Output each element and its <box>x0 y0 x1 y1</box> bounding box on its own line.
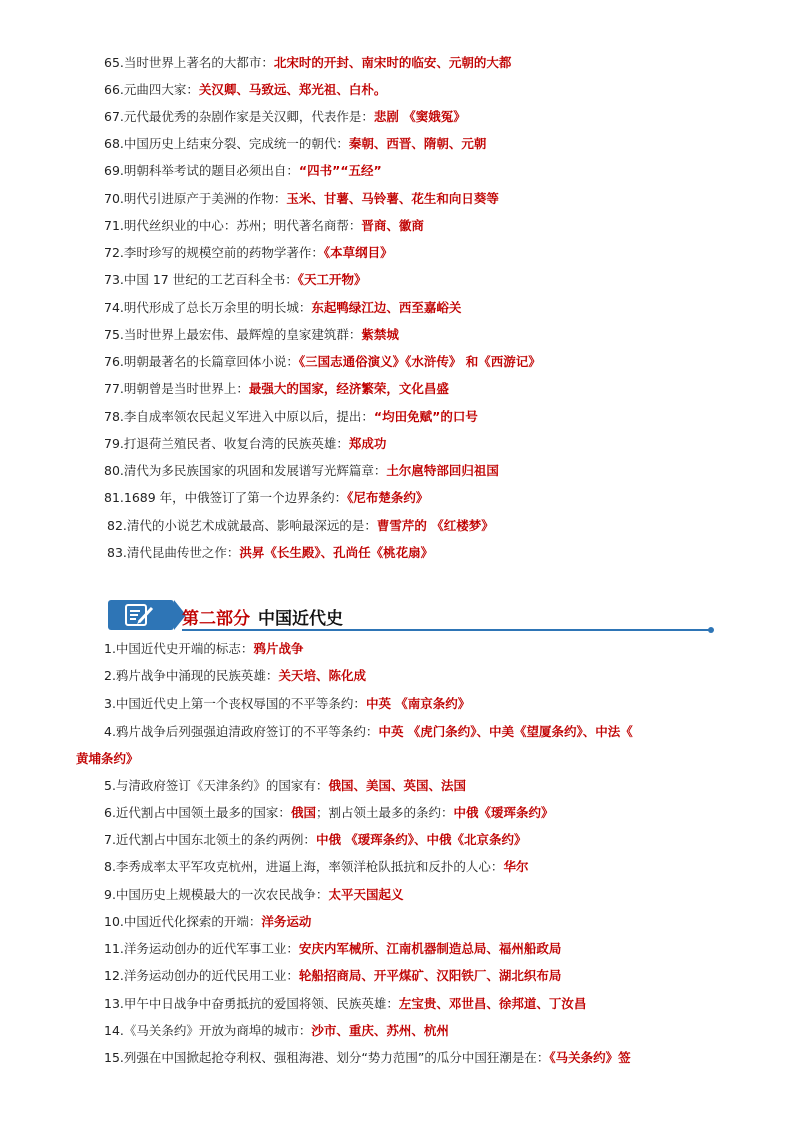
list-item: 67.元代最优秀的杂剧作家是关汉卿，代表作是：悲剧 《窦娥冤》 <box>104 109 466 124</box>
list-item: 75.当时世界上最宏伟、最辉煌的皇家建筑群：紫禁城 <box>104 327 399 342</box>
list-item: 12.洋务运动创办的近代民用工业：轮船招商局、开平煤矿、汉阳铁厂、湖北织布局 <box>104 968 562 983</box>
list-item: 15.列强在中国掀起抢夺利权、强租海港、划分“势力范围”的瓜分中国狂潮是在：《马关条约》签 <box>104 1050 631 1065</box>
list-item: 8.李秀成率太平军攻克杭州，进逼上海，率领洋枪队抵抗和反扑的人心：华尔 <box>104 859 529 874</box>
list-item: 9.中国历史上规模最大的一次农民战争：太平天国起义 <box>104 887 404 902</box>
list-item: 82.清代的小说艺术成就最高、影响最深远的是：曹雪芹的 《红楼梦》 <box>107 518 494 533</box>
list-item: 5.与清政府签订《天津条约》的国家有：俄国、美国、英国、法国 <box>104 778 466 793</box>
list-item: 81.1689 年，中俄签订了第一个边界条约：《尼布楚条约》 <box>104 490 429 505</box>
list-item: 70.明代引进原产于美洲的作物：玉米、甘薯、马铃薯、花生和向日葵等 <box>104 191 499 206</box>
list-item: 71.明代丝织业的中心：苏州；明代著名商帮：晋商、徽商 <box>104 218 424 233</box>
section-title: 第二部分 中国近代史 <box>182 609 343 629</box>
list-item: 66.元曲四大家：关汉卿、马致远、郑光祖、白朴。 <box>104 82 387 97</box>
list-item: 76.明朝最著名的长篇章回体小说：《三国志通俗演义》《水浒传》 和《西游记》 <box>104 354 541 369</box>
section-divider <box>182 629 712 631</box>
notebook-pencil-icon <box>122 602 158 628</box>
list-item: 80.清代为多民族国家的巩固和发展谱写光辉篇章：土尔扈特部回归祖国 <box>104 463 499 478</box>
section-icon-box <box>108 600 174 630</box>
list-item: 73.中国 17 世纪的工艺百科全书：《天工开物》 <box>104 272 367 287</box>
list-item: 83.清代昆曲传世之作：洪昇《长生殿》、孔尚任《桃花扇》 <box>107 545 434 560</box>
list-item: 14.《马关条约》开放为商埠的城市：沙市、重庆、苏州、杭州 <box>104 1023 449 1038</box>
list-item: 7.近代割占中国东北领土的条约两例：中俄 《瑷珲条约》、中俄《北京条约》 <box>104 832 527 847</box>
section-divider-dot <box>708 627 714 633</box>
list-item: 10.中国近代化探索的开端：洋务运动 <box>104 914 312 929</box>
list-item: 11.洋务运动创办的近代军事工业：安庆内军械所、江南机器制造总局、福州船政局 <box>104 941 562 956</box>
list-item: 74.明代形成了总长万余里的明长城：东起鸭绿江边、西至嘉峪关 <box>104 300 462 315</box>
list-item: 4.鸦片战争后列强强迫清政府签订的不平等条约：中英 《虎门条约》、中美《望厦条约》、中法《 <box>104 724 633 739</box>
section-header <box>108 598 708 634</box>
list-item: 79.打退荷兰殖民者、收复台湾的民族英雄：郑成功 <box>104 436 387 451</box>
list-item: 13.甲午中日战争中奋勇抵抗的爱国将领、民族英雄：左宝贵、邓世昌、徐邦道、丁汝昌 <box>104 996 587 1011</box>
list-item: 69.明朝科举考试的题目必须出自：“四书”“五经” <box>104 163 382 178</box>
list-item: 78.李自成率领农民起义军进入中原以后，提出：“均田免赋”的口号 <box>104 409 478 424</box>
list-item: 3.中国近代史上第一个丧权辱国的不平等条约：中英 《南京条约》 <box>104 696 471 711</box>
list-item: 黄埔条约》 <box>76 751 139 766</box>
list-item: 72.李时珍写的规模空前的药物学著作：《本草纲目》 <box>104 245 393 260</box>
list-item: 77.明朝曾是当时世界上：最强大的国家，经济繁荣，文化昌盛 <box>104 381 449 396</box>
list-item: 65.当时世界上著名的大都市：北宋时的开封、南宋时的临安、元朝的大都 <box>104 55 512 70</box>
list-item: 1.中国近代史开端的标志：鸦片战争 <box>104 641 304 656</box>
list-item: 68.中国历史上结束分裂、完成统一的朝代：秦朝、西晋、隋朝、元朝 <box>104 136 487 151</box>
list-item: 2.鸦片战争中涌现的民族英雄：关天培、陈化成 <box>104 668 366 683</box>
list-item: 6.近代割占中国领土最多的国家：俄国；割占领土最多的条约：中俄《瑷珲条约》 <box>104 805 554 820</box>
